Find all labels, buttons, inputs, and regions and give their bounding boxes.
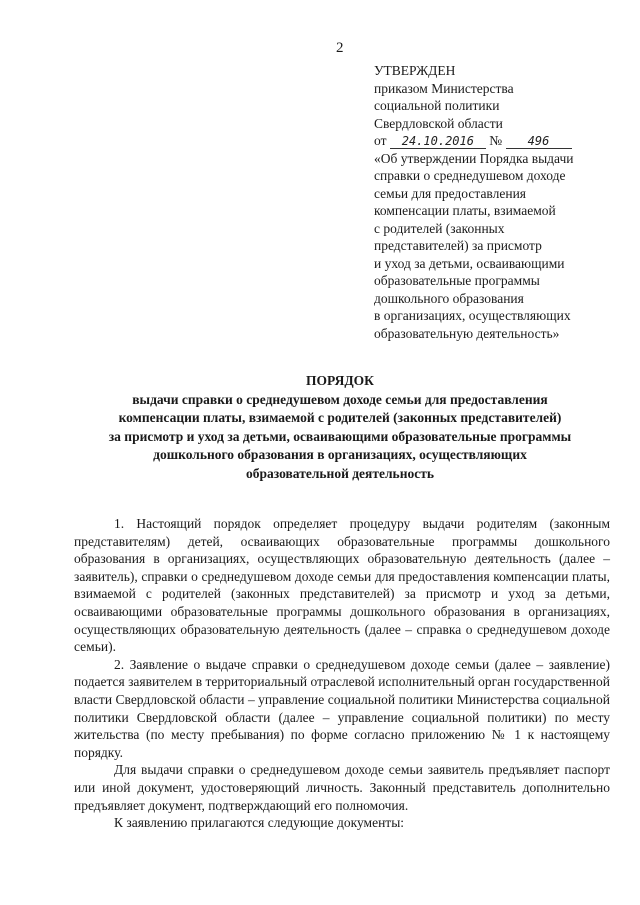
approval-subject-line: справки о среднедушевом доходе bbox=[374, 168, 566, 183]
approval-subject-line: образовательные программы bbox=[374, 273, 540, 288]
paragraph: 1. Настоящий порядок определяет процедуру выдачи родителям (законным представителям) детей, осваивающих образовательные программы дошкольного образования в организациях, осуществляющих образовательную деятельность (далее – заявитель), справки о среднедушевом доходе семьи для предоставления компенсации платы, взимаемой с родителей (законных представителей) за присмотр и уход за детьми, осваивающими образовательные программы дошкольного образования в организациях, осуществляющих образовательную деятельность (далее – справка о среднедушевом доходе семьи). bbox=[74, 516, 610, 655]
title-subline: образовательной деятельность bbox=[246, 465, 434, 481]
approval-subject-line: «Об утверждении Порядка выдачи bbox=[374, 150, 574, 166]
paragraph: К заявлению прилагаются следующие документы: bbox=[114, 815, 405, 831]
approval-line: Свердловской области bbox=[374, 115, 503, 131]
approval-date-line bbox=[374, 132, 624, 150]
approval-subject-line: компенсации платы, взимаемой bbox=[374, 203, 556, 218]
approval-subject-line: и уход за детьми, осваивающими bbox=[374, 255, 565, 271]
approval-subject-line: с родителей (законных bbox=[374, 220, 505, 236]
approval-line: приказом Министерства bbox=[374, 80, 514, 96]
page-number: 2 bbox=[336, 40, 344, 56]
handwritten-number: 496 bbox=[506, 134, 572, 149]
title-subline: за присмотр и уход за детьми, осваивающими образовательные программы bbox=[108, 428, 572, 444]
title-subline: выдачи справки о среднедушевом доходе семьи для предоставления bbox=[132, 391, 548, 407]
approval-subject-line: образовательную деятельность» bbox=[374, 325, 560, 341]
handwritten-date: 24.10.2016 bbox=[390, 134, 486, 149]
approval-heading: УТВЕРЖДЕН bbox=[374, 63, 456, 78]
approval-subject-line: в организациях, осуществляющих bbox=[374, 308, 571, 323]
document-title bbox=[60, 372, 620, 483]
from-label: от bbox=[374, 133, 387, 148]
approval-subject-line: семьи для предоставления bbox=[374, 185, 527, 201]
approval-block bbox=[374, 62, 624, 342]
paragraph: Для выдачи справки о среднедушевом доходе семьи заявитель предъявляет паспорт или иной документ, удостоверяющий личность. Законный представитель дополнительно предъявляет документ, подтверждающий его полномочия. bbox=[74, 762, 610, 813]
approval-subject-line: представителей) за присмотр bbox=[374, 238, 542, 253]
title-subline: дошкольного образования в организациях, осуществляющих bbox=[153, 447, 527, 462]
approval-subject-line: дошкольного образования bbox=[374, 290, 524, 306]
title-subline: компенсации платы, взимаемой с родителей (законных представителей) bbox=[118, 410, 562, 425]
approval-line: социальной политики bbox=[374, 98, 500, 113]
title-main: ПОРЯДОК bbox=[306, 373, 374, 388]
paragraph: 2. Заявление о выдаче справки о среднедушевом доходе семьи (далее – заявление) подается заявителем в территориальный отраслевой исполнительный орган государственной власти Свердловской области – управление социальной политики Министерства социальной политики Свердловской области (далее – управление социальной политики) по месту жительства (по месту пребывания) по форме согласно приложению № 1 к настоящему порядку. bbox=[74, 656, 610, 760]
number-label: № bbox=[489, 133, 503, 148]
document-body bbox=[74, 515, 610, 832]
